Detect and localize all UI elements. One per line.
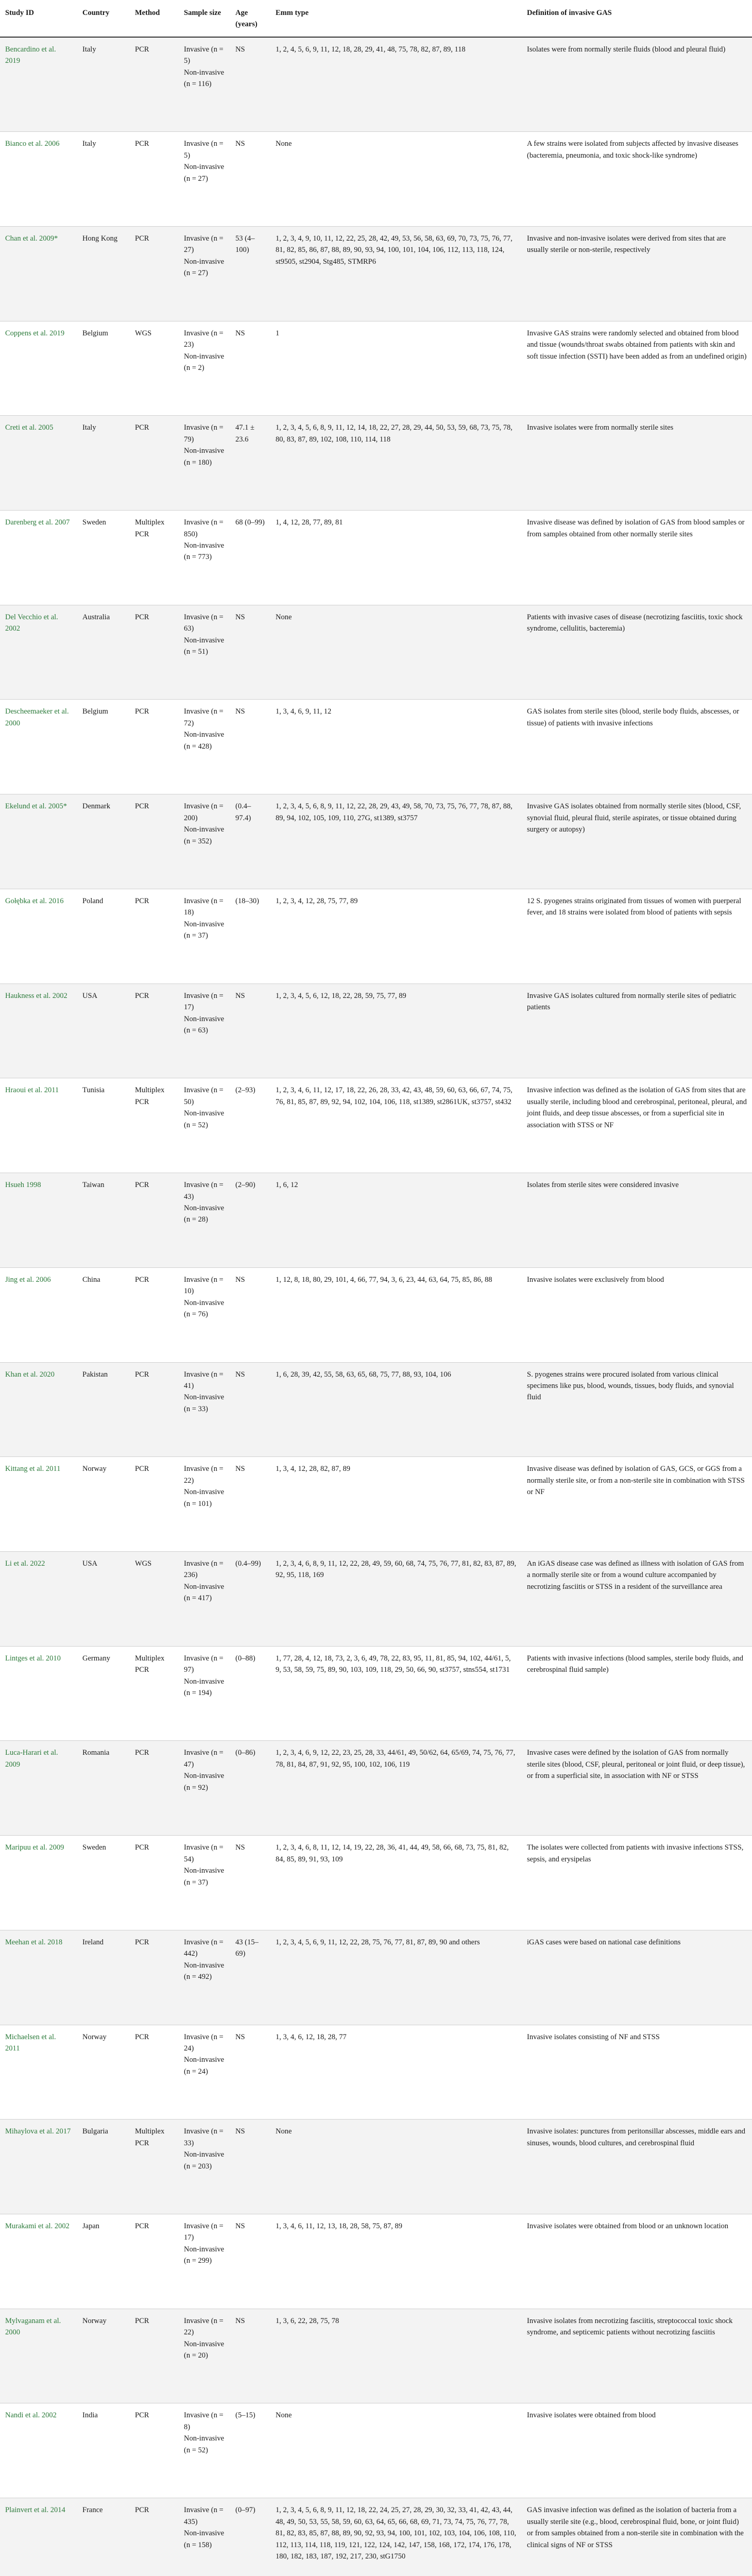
cell-age: NS <box>230 1836 270 1930</box>
cell-definition: Invasive GAS isolates cultured from normally sterile sites of pediatric patients <box>522 984 752 1078</box>
cell-definition: Isolates were from normally sterile fluids (blood and pleural fluid) <box>522 37 752 132</box>
cell-emm-type: None <box>270 132 522 227</box>
cell-method: PCR <box>130 889 179 984</box>
cell-age: 43 (15–69) <box>230 1930 270 2025</box>
cell-emm-type: None <box>270 2403 522 2498</box>
cell-study-id[interactable]: Khan et al. 2020 <box>0 1362 77 1457</box>
table-row <box>0 1836 752 1930</box>
cell-emm-type: 1, 77, 28, 4, 12, 18, 73, 2, 3, 6, 49, 78, 22, 83, 95, 11, 81, 85, 94, 102, 44/61, 5, 9, 53, 58, 59, 75, 89, 90, 103, 109, 118, 29, 50, 66, 90, st3757, stns554, st1731 <box>270 1646 522 1741</box>
cell-emm-type: 1, 4, 12, 28, 77, 89, 81 <box>270 511 522 605</box>
cell-age: NS <box>230 37 270 132</box>
table-row <box>0 605 752 700</box>
cell-sample-size: Invasive (n = 22) Non-invasive (n = 101) <box>179 1457 230 1552</box>
cell-emm-type: 1, 2, 3, 4, 5, 6, 8, 9, 11, 12, 14, 18, 22, 27, 28, 29, 44, 50, 53, 59, 68, 73, 75, 78, 80, 83, 87, 89, 102, 108, 110, 114, 118 <box>270 416 522 511</box>
cell-age: NS <box>230 2309 270 2403</box>
cell-study-id[interactable]: Bianco et al. 2006 <box>0 132 77 227</box>
cell-definition: The isolates were collected from patients with invasive infections STSS, sepsis, and erysipelas <box>522 1836 752 1930</box>
cell-emm-type: None <box>270 2120 522 2214</box>
cell-study-id[interactable]: Darenberg et al. 2007 <box>0 511 77 605</box>
cell-definition: Invasive GAS isolates obtained from normally sterile sites (blood, CSF, synovial fluid, pleural fluid, sterile aspirates, or tissue obtained during surgery or autopsy) <box>522 794 752 889</box>
table-row <box>0 2120 752 2214</box>
cell-age: (0–88) <box>230 1646 270 1741</box>
cell-study-id[interactable]: Creti et al. 2005 <box>0 416 77 511</box>
cell-study-id[interactable]: Lintges et al. 2010 <box>0 1646 77 1741</box>
cell-definition: 12 S. pyogenes strains originated from tissues of women with puerperal fever, and 18 strains were isolated from blood of patients with sepsis <box>522 889 752 984</box>
cell-age: NS <box>230 1267 270 1362</box>
table-row <box>0 1930 752 2025</box>
table-row <box>0 1267 752 1362</box>
cell-method: WGS <box>130 321 179 416</box>
table-body <box>0 37 752 2576</box>
cell-definition: Invasive isolates were from normally sterile sites <box>522 416 752 511</box>
table-row <box>0 132 752 227</box>
cell-emm-type: 1, 2, 3, 4, 5, 6, 9, 11, 12, 22, 28, 75, 76, 77, 81, 87, 89, 90 and others <box>270 1930 522 2025</box>
cell-country: Japan <box>77 2214 130 2309</box>
cell-sample-size: Invasive (n = 850) Non-invasive (n = 773) <box>179 511 230 605</box>
table-row <box>0 1078 752 1173</box>
cell-sample-size: Invasive (n = 47) Non-invasive (n = 92) <box>179 1741 230 1836</box>
cell-definition: GAS invasive infection was defined as the isolation of bacteria from a usually sterile site (e.g., blood, cerebrospinal fluid, bone, or joint fluid) or from samples obtained from a non-sterile site in combination with the clinical signs of NF or STSS <box>522 2498 752 2576</box>
cell-definition: Invasive isolates were obtained from blood <box>522 2403 752 2498</box>
cell-country: Italy <box>77 37 130 132</box>
cell-study-id[interactable]: Meehan et al. 2018 <box>0 1930 77 2025</box>
cell-sample-size: Invasive (n = 5) Non-invasive (n = 116) <box>179 37 230 132</box>
cell-emm-type: 1, 2, 3, 4, 6, 9, 12, 22, 23, 25, 28, 33, 44/61, 49, 50/62, 64, 65/69, 74, 75, 76, 77, 78, 81, 84, 87, 91, 92, 95, 100, 102, 106, 119 <box>270 1741 522 1836</box>
cell-sample-size: Invasive (n = 97) Non-invasive (n = 194) <box>179 1646 230 1741</box>
cell-definition: Invasive infection was defined as the isolation of GAS from sites that are usually sterile, including blood and cerebrospinal, peritoneal, pleural, and joint fluids, and deep tissue abscesses, or from a superficial site in association with STSS or NF <box>522 1078 752 1173</box>
cell-sample-size: Invasive (n = 33) Non-invasive (n = 203) <box>179 2120 230 2214</box>
cell-age: (18–30) <box>230 889 270 984</box>
cell-country: Pakistan <box>77 1362 130 1457</box>
cell-sample-size: Invasive (n = 79) Non-invasive (n = 180) <box>179 416 230 511</box>
cell-emm-type: 1, 3, 4, 6, 11, 12, 13, 18, 28, 58, 75, 87, 89 <box>270 2214 522 2309</box>
cell-study-id[interactable]: Kittang et al. 2011 <box>0 1457 77 1552</box>
cell-sample-size: Invasive (n = 72) Non-invasive (n = 428) <box>179 700 230 794</box>
cell-country: China <box>77 1267 130 1362</box>
cell-emm-type: 1, 2, 3, 4, 9, 10, 11, 12, 22, 25, 28, 42, 49, 53, 56, 58, 63, 69, 70, 73, 75, 76, 77, 81, 82, 85, 86, 87, 88, 89, 90, 93, 94, 100, 101, 104, 106, 112, 113, 118, 124, st9505, st2904, Stg485, STMRP6 <box>270 226 522 321</box>
cell-sample-size: Invasive (n = 41) Non-invasive (n = 33) <box>179 1362 230 1457</box>
cell-country: India <box>77 2403 130 2498</box>
cell-emm-type: 1, 2, 3, 4, 6, 8, 11, 12, 14, 19, 22, 28, 36, 41, 44, 49, 58, 66, 68, 73, 75, 81, 82, 84, 85, 89, 91, 93, 109 <box>270 1836 522 1930</box>
cell-definition: Invasive cases were defined by the isolation of GAS from normally sterile sites (blood, CSF, pleural, peritoneal or joint fluid, or deep tissue), or from a superficial site, in association with NF or STSS <box>522 1741 752 1836</box>
table-header <box>0 0 752 37</box>
cell-method: PCR <box>130 1741 179 1836</box>
cell-study-id[interactable]: Del Vecchio et al. 2002 <box>0 605 77 700</box>
cell-method: PCR <box>130 1267 179 1362</box>
cell-age: NS <box>230 321 270 416</box>
cell-study-id[interactable]: Chan et al. 2009* <box>0 226 77 321</box>
cell-method: Multiplex PCR <box>130 1078 179 1173</box>
cell-age: NS <box>230 1362 270 1457</box>
cell-country: Hong Kong <box>77 226 130 321</box>
cell-sample-size: Invasive (n = 442) Non-invasive (n = 492) <box>179 1930 230 2025</box>
cell-definition: Invasive isolates were obtained from blood or an unknown location <box>522 2214 752 2309</box>
cell-method: Multiplex PCR <box>130 2120 179 2214</box>
cell-emm-type: 1, 12, 8, 18, 80, 29, 101, 4, 66, 77, 94, 3, 6, 23, 44, 63, 64, 75, 85, 86, 88 <box>270 1267 522 1362</box>
cell-emm-type: 1, 3, 4, 6, 12, 18, 28, 77 <box>270 2025 522 2120</box>
cell-study-id[interactable]: Maripuu et al. 2009 <box>0 1836 77 1930</box>
cell-study-id[interactable]: Mylvaganam et al. 2000 <box>0 2309 77 2403</box>
table-row <box>0 984 752 1078</box>
cell-definition: Invasive disease was defined by isolation of GAS from blood samples or from samples obtained from other normally sterile sites <box>522 511 752 605</box>
cell-study-id[interactable]: Hsueh 1998 <box>0 1173 77 1268</box>
cell-study-id[interactable]: Plainvert et al. 2014 <box>0 2498 77 2576</box>
cell-country: Norway <box>77 2025 130 2120</box>
cell-definition: S. pyogenes strains were procured isolated from various clinical specimens like pus, blood, wounds, tissues, body fluids, and synovial fluid <box>522 1362 752 1457</box>
cell-emm-type: 1, 3, 4, 6, 9, 11, 12 <box>270 700 522 794</box>
cell-definition: Invasive isolates from necrotizing fasciitis, streptococcal toxic shock syndrome, and septicemic patients without necrotizing fasciitis <box>522 2309 752 2403</box>
cell-study-id[interactable]: Bencardino et al. 2019 <box>0 37 77 132</box>
cell-country: Australia <box>77 605 130 700</box>
header-definition: Definition of invasive GAS <box>522 0 752 37</box>
cell-study-id[interactable]: Mihaylova et al. 2017 <box>0 2120 77 2214</box>
header-method: Method <box>130 0 179 37</box>
cell-study-id[interactable]: Gołębka et al. 2016 <box>0 889 77 984</box>
cell-definition: A few strains were isolated from subjects affected by invasive diseases (bacteremia, pneumonia, and toxic shock-like syndrome) <box>522 132 752 227</box>
cell-study-id[interactable]: Descheemaeker et al. 2000 <box>0 700 77 794</box>
table-row <box>0 2309 752 2403</box>
table-row <box>0 2214 752 2309</box>
header-country: Country <box>77 0 130 37</box>
cell-study-id[interactable]: Hraoui et al. 2011 <box>0 1078 77 1173</box>
table-row <box>0 2025 752 2120</box>
cell-country: Bulgaria <box>77 2120 130 2214</box>
cell-age: (0–97) <box>230 2498 270 2576</box>
cell-country: Belgium <box>77 700 130 794</box>
cell-definition: Invasive GAS strains were randomly selected and obtained from blood and tissue (wounds/throat swabs obtained from patients with skin and soft tissue infection (SSTI) have been added as from an undefined origin) <box>522 321 752 416</box>
table-row <box>0 511 752 605</box>
cell-method: PCR <box>130 2214 179 2309</box>
header-study-id: Study ID <box>0 0 77 37</box>
cell-sample-size: Invasive (n = 18) Non-invasive (n = 37) <box>179 889 230 984</box>
cell-sample-size: Invasive (n = 10) Non-invasive (n = 76) <box>179 1267 230 1362</box>
cell-emm-type: None <box>270 605 522 700</box>
cell-emm-type: 1, 2, 3, 4, 5, 6, 8, 9, 11, 12, 22, 28, 29, 43, 49, 58, 70, 73, 75, 76, 77, 78, 87, 88, 89, 94, 102, 105, 109, 110, 27G, st1389, st3757 <box>270 794 522 889</box>
cell-method: PCR <box>130 2025 179 2120</box>
table-row <box>0 700 752 794</box>
cell-country: Denmark <box>77 794 130 889</box>
cell-method: Multiplex PCR <box>130 511 179 605</box>
cell-method: PCR <box>130 37 179 132</box>
table-row <box>0 2403 752 2498</box>
cell-age: NS <box>230 132 270 227</box>
cell-country: Tunisia <box>77 1078 130 1173</box>
cell-study-id[interactable]: Ekelund et al. 2005* <box>0 794 77 889</box>
header-sample-size: Sample size <box>179 0 230 37</box>
cell-emm-type: 1, 2, 3, 4, 12, 28, 75, 77, 89 <box>270 889 522 984</box>
cell-age: (0.4–97.4) <box>230 794 270 889</box>
cell-method: PCR <box>130 605 179 700</box>
cell-country: Sweden <box>77 1836 130 1930</box>
cell-method: PCR <box>130 1173 179 1268</box>
cell-emm-type: 1, 3, 4, 12, 28, 82, 87, 89 <box>270 1457 522 1552</box>
cell-sample-size: Invasive (n = 63) Non-invasive (n = 51) <box>179 605 230 700</box>
header-emm-type: Emm type <box>270 0 522 37</box>
cell-country: Taiwan <box>77 1173 130 1268</box>
cell-definition: Invasive disease was defined by isolation of GAS, GCS, or GGS from a normally sterile site, or from a non-sterile site in combination with STSS or NF <box>522 1457 752 1552</box>
cell-definition: iGAS cases were based on national case definitions <box>522 1930 752 2025</box>
cell-method: Multiplex PCR <box>130 1646 179 1741</box>
cell-sample-size: Invasive (n = 50) Non-invasive (n = 52) <box>179 1078 230 1173</box>
cell-emm-type: 1, 6, 28, 39, 42, 55, 58, 63, 65, 68, 75, 77, 88, 93, 104, 106 <box>270 1362 522 1457</box>
cell-definition: Invasive and non-invasive isolates were derived from sites that are usually sterile or non-sterile, respectively <box>522 226 752 321</box>
table-row <box>0 794 752 889</box>
cell-definition: Invasive isolates consisting of NF and STSS <box>522 2025 752 2120</box>
cell-study-id[interactable]: Michaelsen et al. 2011 <box>0 2025 77 2120</box>
cell-method: PCR <box>130 1362 179 1457</box>
cell-study-id[interactable]: Haukness et al. 2002 <box>0 984 77 1078</box>
cell-study-id[interactable]: Jing et al. 2006 <box>0 1267 77 1362</box>
cell-country: Norway <box>77 2309 130 2403</box>
cell-age: (0.4–99) <box>230 1551 270 1646</box>
cell-method: WGS <box>130 1551 179 1646</box>
cell-sample-size: Invasive (n = 17) Non-invasive (n = 299) <box>179 2214 230 2309</box>
cell-emm-type: 1, 2, 3, 4, 6, 11, 12, 17, 18, 22, 26, 28, 33, 42, 43, 48, 59, 60, 63, 66, 67, 74, 75, 76, 81, 85, 87, 89, 92, 94, 102, 104, 106, 118, st1389, st2861UK, st3757, st432 <box>270 1078 522 1173</box>
cell-sample-size: Invasive (n = 23) Non-invasive (n = 2) <box>179 321 230 416</box>
table-row <box>0 37 752 132</box>
cell-sample-size: Invasive (n = 236) Non-invasive (n = 417) <box>179 1551 230 1646</box>
cell-age: NS <box>230 2214 270 2309</box>
cell-method: PCR <box>130 984 179 1078</box>
cell-method: PCR <box>130 132 179 227</box>
cell-definition: Invasive isolates were exclusively from blood <box>522 1267 752 1362</box>
cell-method: PCR <box>130 700 179 794</box>
cell-sample-size: Invasive (n = 17) Non-invasive (n = 63) <box>179 984 230 1078</box>
cell-emm-type: 1, 6, 12 <box>270 1173 522 1268</box>
cell-emm-type: 1, 2, 3, 4, 6, 8, 9, 11, 12, 22, 28, 49, 59, 60, 68, 74, 75, 76, 77, 81, 82, 83, 87, 89, 92, 95, 118, 169 <box>270 1551 522 1646</box>
cell-age: (0–86) <box>230 1741 270 1836</box>
cell-method: PCR <box>130 1836 179 1930</box>
cell-study-id[interactable]: Nandi et al. 2002 <box>0 2403 77 2498</box>
cell-sample-size: Invasive (n = 435) Non-invasive (n = 158) <box>179 2498 230 2576</box>
cell-sample-size: Invasive (n = 22) Non-invasive (n = 20) <box>179 2309 230 2403</box>
table-row <box>0 321 752 416</box>
cell-study-id[interactable]: Coppens et al. 2019 <box>0 321 77 416</box>
cell-study-id[interactable]: Luca-Harari et al. 2009 <box>0 1741 77 1836</box>
table-row <box>0 416 752 511</box>
cell-sample-size: Invasive (n = 54) Non-invasive (n = 37) <box>179 1836 230 1930</box>
cell-age: NS <box>230 2120 270 2214</box>
cell-age: 68 (0–99) <box>230 511 270 605</box>
cell-age: (5–15) <box>230 2403 270 2498</box>
cell-country: USA <box>77 984 130 1078</box>
cell-emm-type: 1, 2, 4, 5, 6, 9, 11, 12, 18, 28, 29, 41, 48, 75, 78, 82, 87, 89, 118 <box>270 37 522 132</box>
cell-country: Ireland <box>77 1930 130 2025</box>
header-age: Age (years) <box>230 0 270 37</box>
cell-sample-size: Invasive (n = 24) Non-invasive (n = 24) <box>179 2025 230 2120</box>
cell-age: NS <box>230 1457 270 1552</box>
cell-method: PCR <box>130 226 179 321</box>
cell-definition: Patients with invasive cases of disease (necrotizing fasciitis, toxic shock syndrome, cellulitis, bacteremia) <box>522 605 752 700</box>
table-row <box>0 1646 752 1741</box>
cell-emm-type: 1 <box>270 321 522 416</box>
table-row <box>0 889 752 984</box>
cell-definition: GAS isolates from sterile sites (blood, sterile body fluids, abscesses, or tissue) of patients with invasive infections <box>522 700 752 794</box>
cell-emm-type: 1, 2, 3, 4, 5, 6, 12, 18, 22, 28, 59, 75, 77, 89 <box>270 984 522 1078</box>
cell-sample-size: Invasive (n = 200) Non-invasive (n = 352) <box>179 794 230 889</box>
cell-method: PCR <box>130 1457 179 1552</box>
cell-definition: Patients with invasive infections (blood samples, sterile body fluids, and cerebrospinal fluid sample) <box>522 1646 752 1741</box>
cell-age: (2–93) <box>230 1078 270 1173</box>
cell-method: PCR <box>130 2309 179 2403</box>
header-row <box>0 0 752 37</box>
table-row <box>0 2498 752 2576</box>
table-row <box>0 1173 752 1268</box>
cell-country: Italy <box>77 416 130 511</box>
cell-country: Italy <box>77 132 130 227</box>
cell-study-id[interactable]: Murakami et al. 2002 <box>0 2214 77 2309</box>
cell-sample-size: Invasive (n = 27) Non-invasive (n = 27) <box>179 226 230 321</box>
table-row <box>0 1741 752 1836</box>
cell-country: Norway <box>77 1457 130 1552</box>
cell-sample-size: Invasive (n = 5) Non-invasive (n = 27) <box>179 132 230 227</box>
cell-country: Poland <box>77 889 130 984</box>
cell-method: PCR <box>130 1930 179 2025</box>
cell-age: NS <box>230 605 270 700</box>
cell-country: Belgium <box>77 321 130 416</box>
cell-sample-size: Invasive (n = 8) Non-invasive (n = 52) <box>179 2403 230 2498</box>
cell-sample-size: Invasive (n = 43) Non-invasive (n = 28) <box>179 1173 230 1268</box>
table-row <box>0 226 752 321</box>
cell-age: (2–90) <box>230 1173 270 1268</box>
cell-country: USA <box>77 1551 130 1646</box>
table-row <box>0 1551 752 1646</box>
cell-age: NS <box>230 984 270 1078</box>
cell-emm-type: 1, 2, 3, 4, 5, 6, 8, 9, 11, 12, 18, 22, 24, 25, 27, 28, 29, 30, 32, 33, 41, 42, 43, 44, 48, 49, 50, 53, 55, 58, 59, 60, 63, 64, 65, 66, 68, 69, 71, 73, 74, 75, 76, 77, 78, 81, 82, 83, 85, 87, 88, 89, 90, 92, 93, 94, 100, 101, 102, 103, 104, 106, 108, 110, 112, 113, 114, 118, 119, 121, 122, 124, 142, 147, 158, 168, 172, 174, 176, 178, 180, 182, 183, 187, 192, 217, 230, stG1750 <box>270 2498 522 2576</box>
table-row <box>0 1362 752 1457</box>
cell-age: NS <box>230 2025 270 2120</box>
cell-country: Romania <box>77 1741 130 1836</box>
cell-method: PCR <box>130 2498 179 2576</box>
cell-definition: Isolates from sterile sites were considered invasive <box>522 1173 752 1268</box>
cell-method: PCR <box>130 2403 179 2498</box>
cell-age: 53 (4–100) <box>230 226 270 321</box>
table-row <box>0 1457 752 1552</box>
cell-method: PCR <box>130 794 179 889</box>
cell-country: Sweden <box>77 511 130 605</box>
cell-method: PCR <box>130 416 179 511</box>
cell-definition: Invasive isolates: punctures from peritonsillar abscesses, middle ears and sinuses, wounds, blood cultures, and cerebrospinal fluid <box>522 2120 752 2214</box>
cell-country: Germany <box>77 1646 130 1741</box>
cell-study-id[interactable]: Li et al. 2022 <box>0 1551 77 1646</box>
cell-emm-type: 1, 3, 6, 22, 28, 75, 78 <box>270 2309 522 2403</box>
cell-country: France <box>77 2498 130 2576</box>
cell-age: NS <box>230 700 270 794</box>
cell-definition: An iGAS disease case was defined as illness with isolation of GAS from a normally sterile site or from a wound culture accompanied by necrotizing fasciitis or STSS in a resident of the surveillance area <box>522 1551 752 1646</box>
cell-age: 47.1 ± 23.6 <box>230 416 270 511</box>
